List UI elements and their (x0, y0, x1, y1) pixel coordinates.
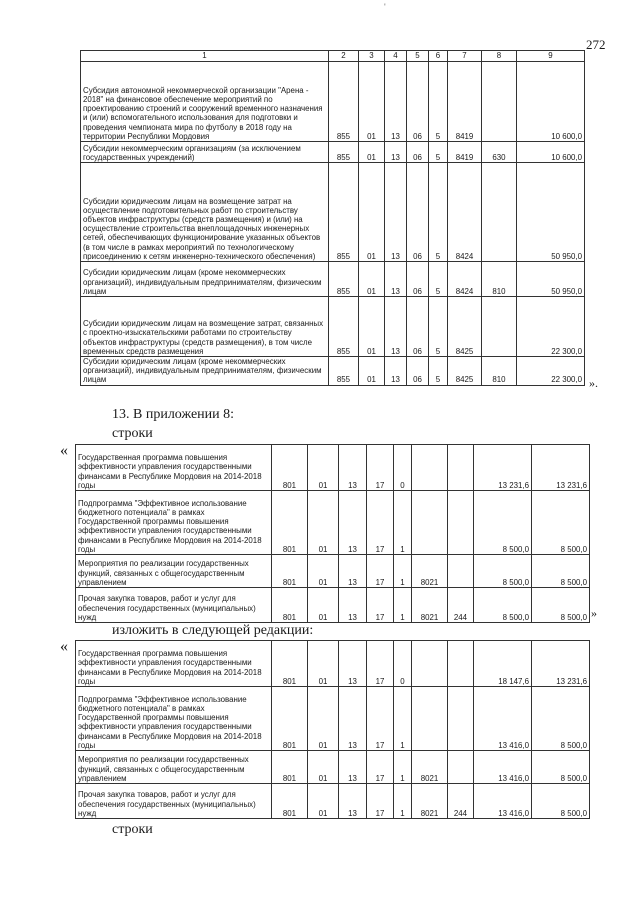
code-cell (482, 62, 517, 142)
code-cell: 8021 (412, 784, 448, 819)
column-header: 7 (448, 51, 482, 62)
stroki-label-1: строки (112, 426, 153, 441)
code-cell: 01 (308, 491, 339, 555)
code-cell: 8425 (448, 357, 482, 386)
amount-cell: 22 300,0 (517, 357, 585, 386)
table-row (81, 262, 585, 297)
code-cell: 5 (429, 357, 448, 386)
amount-cell: 8 500,0 (474, 491, 532, 555)
table-row (76, 687, 590, 751)
replace-instruction: изложить в следующей редакции: (112, 623, 314, 638)
code-cell (412, 687, 448, 751)
code-cell: 01 (308, 641, 339, 687)
code-cell: 1 (394, 491, 412, 555)
code-cell: 13 (385, 262, 407, 297)
code-cell: 1 (394, 588, 412, 623)
code-cell: 17 (367, 491, 394, 555)
table-row (76, 751, 590, 784)
amount-cell: 8 500,0 (474, 588, 532, 623)
code-cell: 0 (394, 641, 412, 687)
code-cell: 13 (339, 555, 367, 588)
column-header: 1 (81, 51, 329, 62)
code-cell (448, 751, 474, 784)
page-number: 272 (586, 37, 606, 52)
code-cell: 801 (272, 555, 308, 588)
amount-cell: 8 500,0 (532, 491, 590, 555)
amount-cell: 8 500,0 (532, 555, 590, 588)
code-cell: 13 (385, 357, 407, 386)
column-header: 2 (329, 51, 359, 62)
description-cell: Прочая закупка товаров, работ и услуг для обеспечения государственных (муниципальных) нужд (76, 784, 272, 819)
code-cell: 8021 (412, 751, 448, 784)
code-cell: 17 (367, 784, 394, 819)
code-cell: 855 (329, 357, 359, 386)
stray-mark: ' (384, 2, 386, 12)
code-cell: 5 (429, 262, 448, 297)
table-row (76, 491, 590, 555)
table-row (81, 357, 585, 386)
code-cell: 5 (429, 163, 448, 262)
code-cell: 13 (385, 142, 407, 163)
code-cell: 17 (367, 687, 394, 751)
code-cell (448, 445, 474, 491)
budget-table-new (75, 640, 590, 819)
amount-cell: 8 500,0 (532, 784, 590, 819)
amount-cell: 50 950,0 (517, 262, 585, 297)
table-header-row (81, 51, 585, 62)
code-cell (448, 641, 474, 687)
code-cell: 5 (429, 62, 448, 142)
code-cell: 855 (329, 297, 359, 357)
code-cell (482, 163, 517, 262)
code-cell: 13 (385, 62, 407, 142)
code-cell: 855 (329, 142, 359, 163)
description-cell: Субсидия автономной некоммерческой организации "Арена - 2018" на финансовое обеспечение мероприятий по проектированию строений и сооружений временного назначения и (или) вспомогательного использования для подготовки и проведения чемпионата мира по футболу в 2018 году на территории Республики Мордовия (81, 62, 329, 142)
code-cell: 13 (339, 687, 367, 751)
code-cell: 0 (394, 445, 412, 491)
code-cell: 855 (329, 163, 359, 262)
amount-cell: 8 500,0 (474, 555, 532, 588)
code-cell: 17 (367, 641, 394, 687)
column-header: 5 (407, 51, 429, 62)
amount-cell: 13 416,0 (474, 687, 532, 751)
description-cell: Мероприятия по реализации государственных функций, связанных с общегосударственным управлением (76, 751, 272, 784)
code-cell: 855 (329, 62, 359, 142)
amount-cell: 8 500,0 (532, 687, 590, 751)
code-cell: 06 (407, 62, 429, 142)
code-cell: 1 (394, 555, 412, 588)
description-cell: Мероприятия по реализации государственных функций, связанных с общегосударственным управлением (76, 555, 272, 588)
code-cell: 801 (272, 445, 308, 491)
table-row (76, 445, 590, 491)
table-row (81, 297, 585, 357)
code-cell: 13 (385, 297, 407, 357)
code-cell: 13 (339, 784, 367, 819)
column-header: 6 (429, 51, 448, 62)
code-cell: 06 (407, 262, 429, 297)
code-cell: 13 (339, 445, 367, 491)
code-cell: 01 (359, 163, 385, 262)
code-cell: 01 (308, 445, 339, 491)
code-cell: 8021 (412, 555, 448, 588)
amount-cell: 13 231,6 (474, 445, 532, 491)
code-cell: 01 (359, 142, 385, 163)
code-cell: 810 (482, 262, 517, 297)
code-cell: 01 (359, 357, 385, 386)
column-header: 9 (517, 51, 585, 62)
table-row (81, 62, 585, 142)
code-cell: 17 (367, 555, 394, 588)
column-header: 4 (385, 51, 407, 62)
code-cell: 5 (429, 142, 448, 163)
description-cell: Субсидии юридическим лицам (кроме некоммерческих организаций), индивидуальным предпринимателям, физическим лицам (81, 262, 329, 297)
amount-cell: 13 416,0 (474, 784, 532, 819)
code-cell: 8419 (448, 142, 482, 163)
code-cell: 1 (394, 687, 412, 751)
closing-quote-1: ». (589, 376, 598, 390)
code-cell: 801 (272, 784, 308, 819)
code-cell (412, 641, 448, 687)
code-cell: 01 (359, 262, 385, 297)
column-header: 3 (359, 51, 385, 62)
code-cell: 8424 (448, 262, 482, 297)
code-cell: 244 (448, 784, 474, 819)
code-cell (448, 687, 474, 751)
description-cell: Государственная программа повышения эффективности управления государственными финансами в Республике Мордовия на 2014-2018 годы (76, 641, 272, 687)
amount-cell: 10 600,0 (517, 142, 585, 163)
code-cell: 13 (339, 491, 367, 555)
code-cell: 244 (448, 588, 474, 623)
code-cell: 01 (308, 588, 339, 623)
amount-cell: 10 600,0 (517, 62, 585, 142)
amount-cell: 50 950,0 (517, 163, 585, 262)
code-cell (412, 491, 448, 555)
amount-cell: 8 500,0 (532, 588, 590, 623)
code-cell: 01 (359, 62, 385, 142)
code-cell: 1 (394, 784, 412, 819)
code-cell: 1 (394, 751, 412, 784)
code-cell: 630 (482, 142, 517, 163)
code-cell (448, 555, 474, 588)
code-cell: 801 (272, 751, 308, 784)
budget-table-appendix-7 (80, 50, 585, 386)
amount-cell: 13 231,6 (532, 445, 590, 491)
code-cell: 01 (308, 687, 339, 751)
budget-table-old (75, 444, 590, 623)
table-row (76, 588, 590, 623)
code-cell: 13 (339, 588, 367, 623)
code-cell: 13 (385, 163, 407, 262)
code-cell (448, 491, 474, 555)
code-cell: 801 (272, 641, 308, 687)
code-cell: 8021 (412, 588, 448, 623)
description-cell: Подпрограмма "Эффективное использование бюджетного потенциала" в рамках Государственной программы повышения эффективности управления государственными финансами в Республике Мордовия на 2014-2018 годы (76, 687, 272, 751)
code-cell: 17 (367, 751, 394, 784)
code-cell (412, 445, 448, 491)
description-cell: Субсидии некоммерческим организациям (за исключением государственных учреждений) (81, 142, 329, 163)
description-cell: Субсидии юридическим лицам на возмещение затрат, связанных с проектно-изыскательскими работами по строительству объектов инфраструктуры (средств размещения), в том числе временных средств размещения (81, 297, 329, 357)
code-cell: 8425 (448, 297, 482, 357)
amount-cell: 13 416,0 (474, 751, 532, 784)
code-cell: 5 (429, 297, 448, 357)
description-cell: Государственная программа повышения эффективности управления государственными финансами в Республике Мордовия на 2014-2018 годы (76, 445, 272, 491)
table-row (76, 555, 590, 588)
table-row (81, 163, 585, 262)
code-cell: 06 (407, 357, 429, 386)
description-cell: Субсидии юридическим лицам на возмещение затрат на осуществление подготовительных работ по строительству объектов инфраструктуры (средств размещения) и (или) на осуществление строительства внеплощадочных инженерных сетей, обеспечивающих функционирование указанных объектов (в том числе в рамках мероприятий по технологическому присоединению к сетям инженерно-технического обеспечения) (81, 163, 329, 262)
code-cell: 801 (272, 588, 308, 623)
code-cell: 801 (272, 491, 308, 555)
opening-quote-2: « (60, 638, 68, 655)
description-cell: Подпрограмма "Эффективное использование бюджетного потенциала" в рамках Государственной программы повышения эффективности управления государственными финансами в Республике Мордовия на 2014-2018 годы (76, 491, 272, 555)
amount-cell: 8 500,0 (532, 751, 590, 784)
table-row (76, 641, 590, 687)
amount-cell: 22 300,0 (517, 297, 585, 357)
column-header: 8 (482, 51, 517, 62)
opening-quote-1: « (60, 442, 68, 459)
code-cell: 810 (482, 357, 517, 386)
code-cell: 801 (272, 687, 308, 751)
description-cell: Субсидии юридическим лицам (кроме некоммерческих организаций), индивидуальным предпринимателям, физическим лицам (81, 357, 329, 386)
description-cell: Прочая закупка товаров, работ и услуг для обеспечения государственных (муниципальных) нужд (76, 588, 272, 623)
code-cell: 01 (308, 555, 339, 588)
amount-cell: 18 147,6 (474, 641, 532, 687)
code-cell: 8419 (448, 62, 482, 142)
amount-cell: 13 231,6 (532, 641, 590, 687)
closing-quote-2: » (591, 606, 597, 620)
table-row (76, 784, 590, 819)
stroki-label-2: строки (112, 822, 153, 837)
code-cell: 06 (407, 142, 429, 163)
code-cell: 17 (367, 445, 394, 491)
code-cell: 8424 (448, 163, 482, 262)
code-cell: 13 (339, 751, 367, 784)
section-heading: 13. В приложении 8: (112, 407, 235, 422)
code-cell: 06 (407, 163, 429, 262)
code-cell: 01 (308, 751, 339, 784)
table-row (81, 142, 585, 163)
code-cell: 06 (407, 297, 429, 357)
code-cell (482, 297, 517, 357)
code-cell: 01 (359, 297, 385, 357)
code-cell: 13 (339, 641, 367, 687)
code-cell: 855 (329, 262, 359, 297)
code-cell: 01 (308, 784, 339, 819)
code-cell: 17 (367, 588, 394, 623)
